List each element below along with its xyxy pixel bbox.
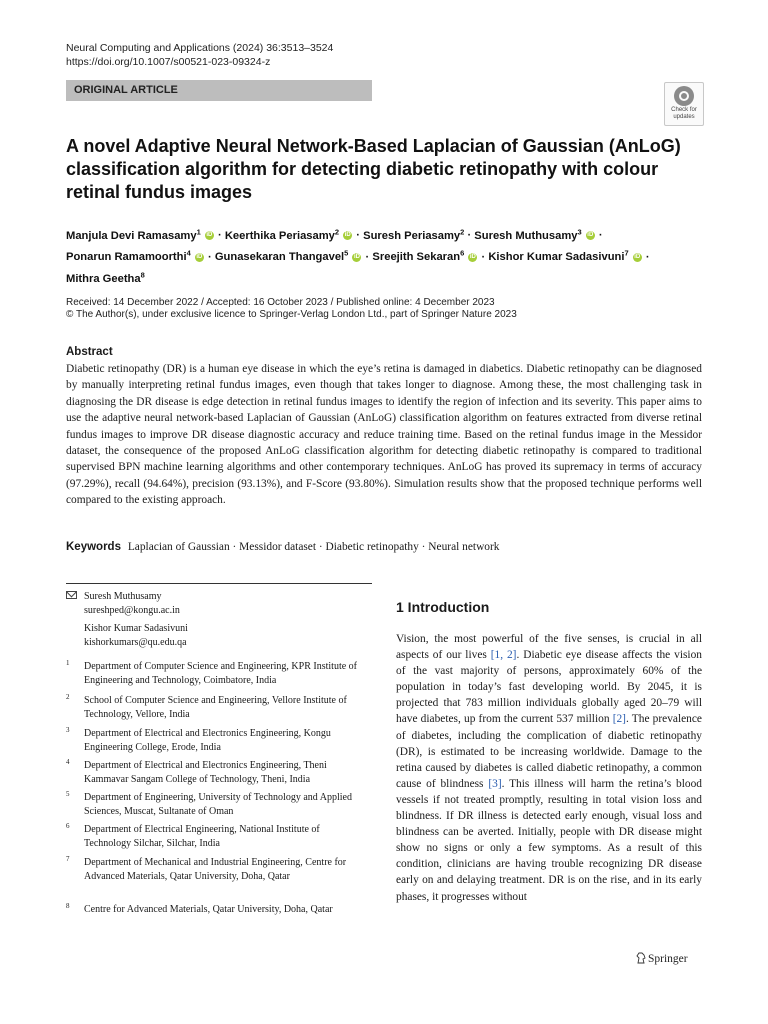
journal-citation: Neural Computing and Applications (2024) 36:3513–3524 bbox=[66, 42, 334, 54]
affiliation-text: Department of Engineering, University of Technology and Applied Sciences, Muscat, Sultanate of Oman bbox=[84, 792, 352, 817]
author-entry[interactable] bbox=[363, 227, 465, 242]
author-name[interactable]: Manjula Devi Ramasamy bbox=[66, 229, 197, 242]
affiliation-number: 8 bbox=[66, 902, 70, 910]
author-affiliation-number: 3 bbox=[577, 227, 582, 236]
article-type-label: ORIGINAL ARTICLE bbox=[74, 84, 178, 96]
badge-line1: Check for bbox=[671, 107, 697, 113]
intro-text-run: Vision, the most powerful of the five senses, is crucial in all aspects of our lives bbox=[396, 633, 702, 662]
author-separator: · bbox=[204, 251, 215, 264]
keywords bbox=[66, 541, 499, 553]
affiliation-text: Department of Computer Science and Engineering, KPR Institute of Engineering and Technology, Coimbatore, India bbox=[84, 661, 357, 686]
affiliation-text: School of Computer Science and Engineering, Vellore Institute of Technology, Vellore, India bbox=[84, 695, 347, 720]
corr-name-2: Kishor Kumar Sadasivuni bbox=[84, 623, 188, 634]
citation-link[interactable]: [3] bbox=[488, 777, 502, 790]
author-affiliation-number: 4 bbox=[186, 248, 191, 258]
orcid-icon[interactable]: iD bbox=[469, 254, 476, 261]
author-entry[interactable] bbox=[224, 227, 353, 242]
intro-text-run: . Diabetic eye disease affects the vision of the vast majority of persons, approximately 60% of the population in today’s fast developing world. By 2045, it is projected that 783 million individuals globally aged 20–79 will have diabetes, up from the current 537 million bbox=[396, 649, 702, 726]
author-affiliation-number: 7 bbox=[624, 248, 629, 258]
orcid-icon[interactable]: iD bbox=[344, 232, 351, 239]
author-affiliation-number: 2 bbox=[334, 227, 340, 236]
author-entry[interactable] bbox=[488, 248, 642, 264]
author-affiliation-number: 1 bbox=[196, 227, 201, 236]
corr-email-1[interactable]: sureshped@kongu.ac.in bbox=[84, 604, 180, 616]
author-entry[interactable] bbox=[66, 248, 205, 264]
check-for-updates-badge[interactable] bbox=[664, 82, 704, 126]
affiliation-number: 2 bbox=[66, 693, 70, 701]
author-entry[interactable] bbox=[66, 270, 145, 286]
affiliation-text: Department of Electrical and Electronics Engineering, Kongu Engineering College, Erode, India bbox=[84, 728, 331, 753]
author-separator: · bbox=[642, 251, 650, 264]
affiliation-number: 1 bbox=[66, 659, 70, 667]
copyright-line: © The Author(s), under exclusive licence to Springer-Verlag London Ltd., part of Springer Nature 2023 bbox=[66, 309, 517, 320]
affiliation-number: 3 bbox=[66, 726, 70, 734]
author-name[interactable]: Mithra Geetha bbox=[66, 273, 141, 286]
footnote-divider bbox=[66, 583, 372, 584]
corr-email-2[interactable]: kishorkumars@qu.edu.qa bbox=[84, 636, 187, 648]
dates-line: Received: 14 December 2022 / Accepted: 16 October 2023 / Published online: 4 December 2023 bbox=[66, 297, 495, 308]
author-entry[interactable] bbox=[214, 248, 363, 264]
orcid-icon[interactable]: iD bbox=[587, 232, 594, 239]
author-separator: · bbox=[214, 229, 225, 242]
affiliation-number: 7 bbox=[66, 855, 70, 863]
author-separator: · bbox=[464, 229, 475, 242]
author-affiliation-number: 5 bbox=[344, 248, 349, 258]
affiliation-number: 4 bbox=[66, 758, 70, 766]
publisher-footer bbox=[636, 952, 688, 965]
author-name[interactable]: Gunasekaran Thangavel bbox=[214, 251, 345, 264]
abstract-text: Diabetic retinopathy (DR) is a human eye disease in which the eye’s retina is damaged in diabetics. Diabetic retinopathy can be diagnosed by manually interpreting retinal fundus images, even though that takes longer to diagnose. Among these, the most challenging task in diagnosing the DR disease is edge detection in retinal fundus images to identify the region of infection and its severity. This paper aims to use the adaptive neural network-based Laplacian of Gaussian (AnLoG) classification algorithm on features extracted from diverse retinal fundus images to improve DR disease diagnostic accuracy and reduce training time. Based on the retinal fundus image in the Messidor dataset, the consequence of the proposed AnLoG classification algorithm for detecting diabetic retinopathy is compared to traditional supervised BPN machine learning algorithms and other contemporary techniques. AnLoG has proved its supremacy in terms of accuracy (97.29%), recall (94.64%), precision (93.13%), and F-Score (93.80%). Simulation results show that the proposed technique performs well compared to the existing approach. bbox=[66, 363, 702, 507]
affiliation-text: Department of Electrical and Electronics Engineering, Theni Kammavar Sangam College of Technology, Theni, India bbox=[84, 760, 327, 785]
corr-name-1: Suresh Muthusamy bbox=[84, 591, 162, 602]
doi-link[interactable]: https://doi.org/10.1007/s00521-023-09324-z bbox=[66, 56, 271, 68]
author-entry[interactable] bbox=[66, 227, 215, 242]
keywords-heading: Keywords bbox=[66, 541, 121, 553]
author-entry[interactable] bbox=[474, 227, 595, 242]
author-name[interactable]: Sreejith Sekaran bbox=[372, 251, 461, 264]
intro-text-run: . This illness will harm the retina’s blood vessels if not treated promptly, resulting in total vision loss and blindness. If DR illness is detected early enough, visual loss and blindness can be averted. Initially, people with DR disease might show no signs or only a few symptoms. As a result of this condition, clinicians are having trouble recognizing DR disease early on and delaying treatment. DR is on the rise, and in its early phases, it progresses without bbox=[396, 777, 702, 903]
intro-text-run: . The prevalence of diabetes, including the complication of diabetic retinopathy (DR), is estimated to be increasing worldwide. Damage to the retina caused by diabetes is called diabetic retinopathy, a common cause of blindness bbox=[396, 713, 702, 790]
orcid-icon[interactable]: iD bbox=[634, 254, 641, 261]
orcid-icon[interactable]: iD bbox=[353, 254, 360, 261]
author-separator: · bbox=[478, 251, 489, 264]
author-list bbox=[66, 223, 706, 288]
author-separator: · bbox=[595, 229, 603, 242]
affiliation-text: Department of Electrical Engineering, National Institute of Technology Silchar, Silchar, India bbox=[84, 824, 320, 849]
author-separator: · bbox=[353, 229, 364, 242]
affiliation-text: Centre for Advanced Materials, Qatar University, Doha, Qatar bbox=[84, 904, 333, 915]
publication-dates bbox=[66, 297, 517, 321]
article-type-banner bbox=[66, 80, 372, 101]
affiliation-number: 5 bbox=[66, 790, 70, 798]
envelope-icon bbox=[66, 591, 77, 599]
affiliation-number: 6 bbox=[66, 822, 70, 830]
author-name[interactable]: Kishor Kumar Sadasivuni bbox=[488, 251, 625, 264]
section-heading-introduction: 1 Introduction bbox=[396, 599, 490, 615]
author-name[interactable]: Keerthika Periasamy bbox=[224, 229, 335, 242]
citation-link[interactable]: [1, 2] bbox=[490, 649, 517, 662]
author-name[interactable]: Suresh Periasamy bbox=[363, 229, 461, 242]
citation-link[interactable]: [2] bbox=[612, 713, 626, 726]
affiliation-text: Department of Mechanical and Industrial Engineering, Centre for Advanced Materials, Qatar University, Doha, Qatar bbox=[84, 857, 347, 882]
orcid-icon[interactable]: iD bbox=[196, 254, 203, 261]
author-affiliation-number: 6 bbox=[460, 248, 465, 258]
orcid-icon[interactable]: iD bbox=[206, 232, 213, 239]
author-entry[interactable] bbox=[372, 248, 478, 264]
author-name[interactable]: Ponarun Ramamoorthi bbox=[66, 251, 187, 264]
author-affiliation-number: 2 bbox=[460, 227, 465, 236]
author-affiliation-number: 8 bbox=[140, 270, 145, 280]
article-title: A novel Adaptive Neural Network-Based Laplacian of Gaussian (AnLoG) classification algorithm for detecting diabetic retinopathy with colour retinal fundus images bbox=[66, 136, 681, 202]
springer-horse-icon bbox=[636, 952, 646, 964]
keywords-list: Laplacian of Gaussian · Messidor dataset · Diabetic retinopathy · Neural network bbox=[127, 541, 500, 553]
check-for-updates-icon bbox=[674, 86, 694, 106]
abstract-heading: Abstract bbox=[66, 346, 113, 358]
badge-line2: updates bbox=[673, 114, 695, 120]
publisher-name: Springer bbox=[648, 953, 688, 965]
author-separator: · bbox=[362, 251, 373, 264]
author-name[interactable]: Suresh Muthusamy bbox=[474, 229, 578, 242]
introduction-text bbox=[396, 631, 702, 905]
